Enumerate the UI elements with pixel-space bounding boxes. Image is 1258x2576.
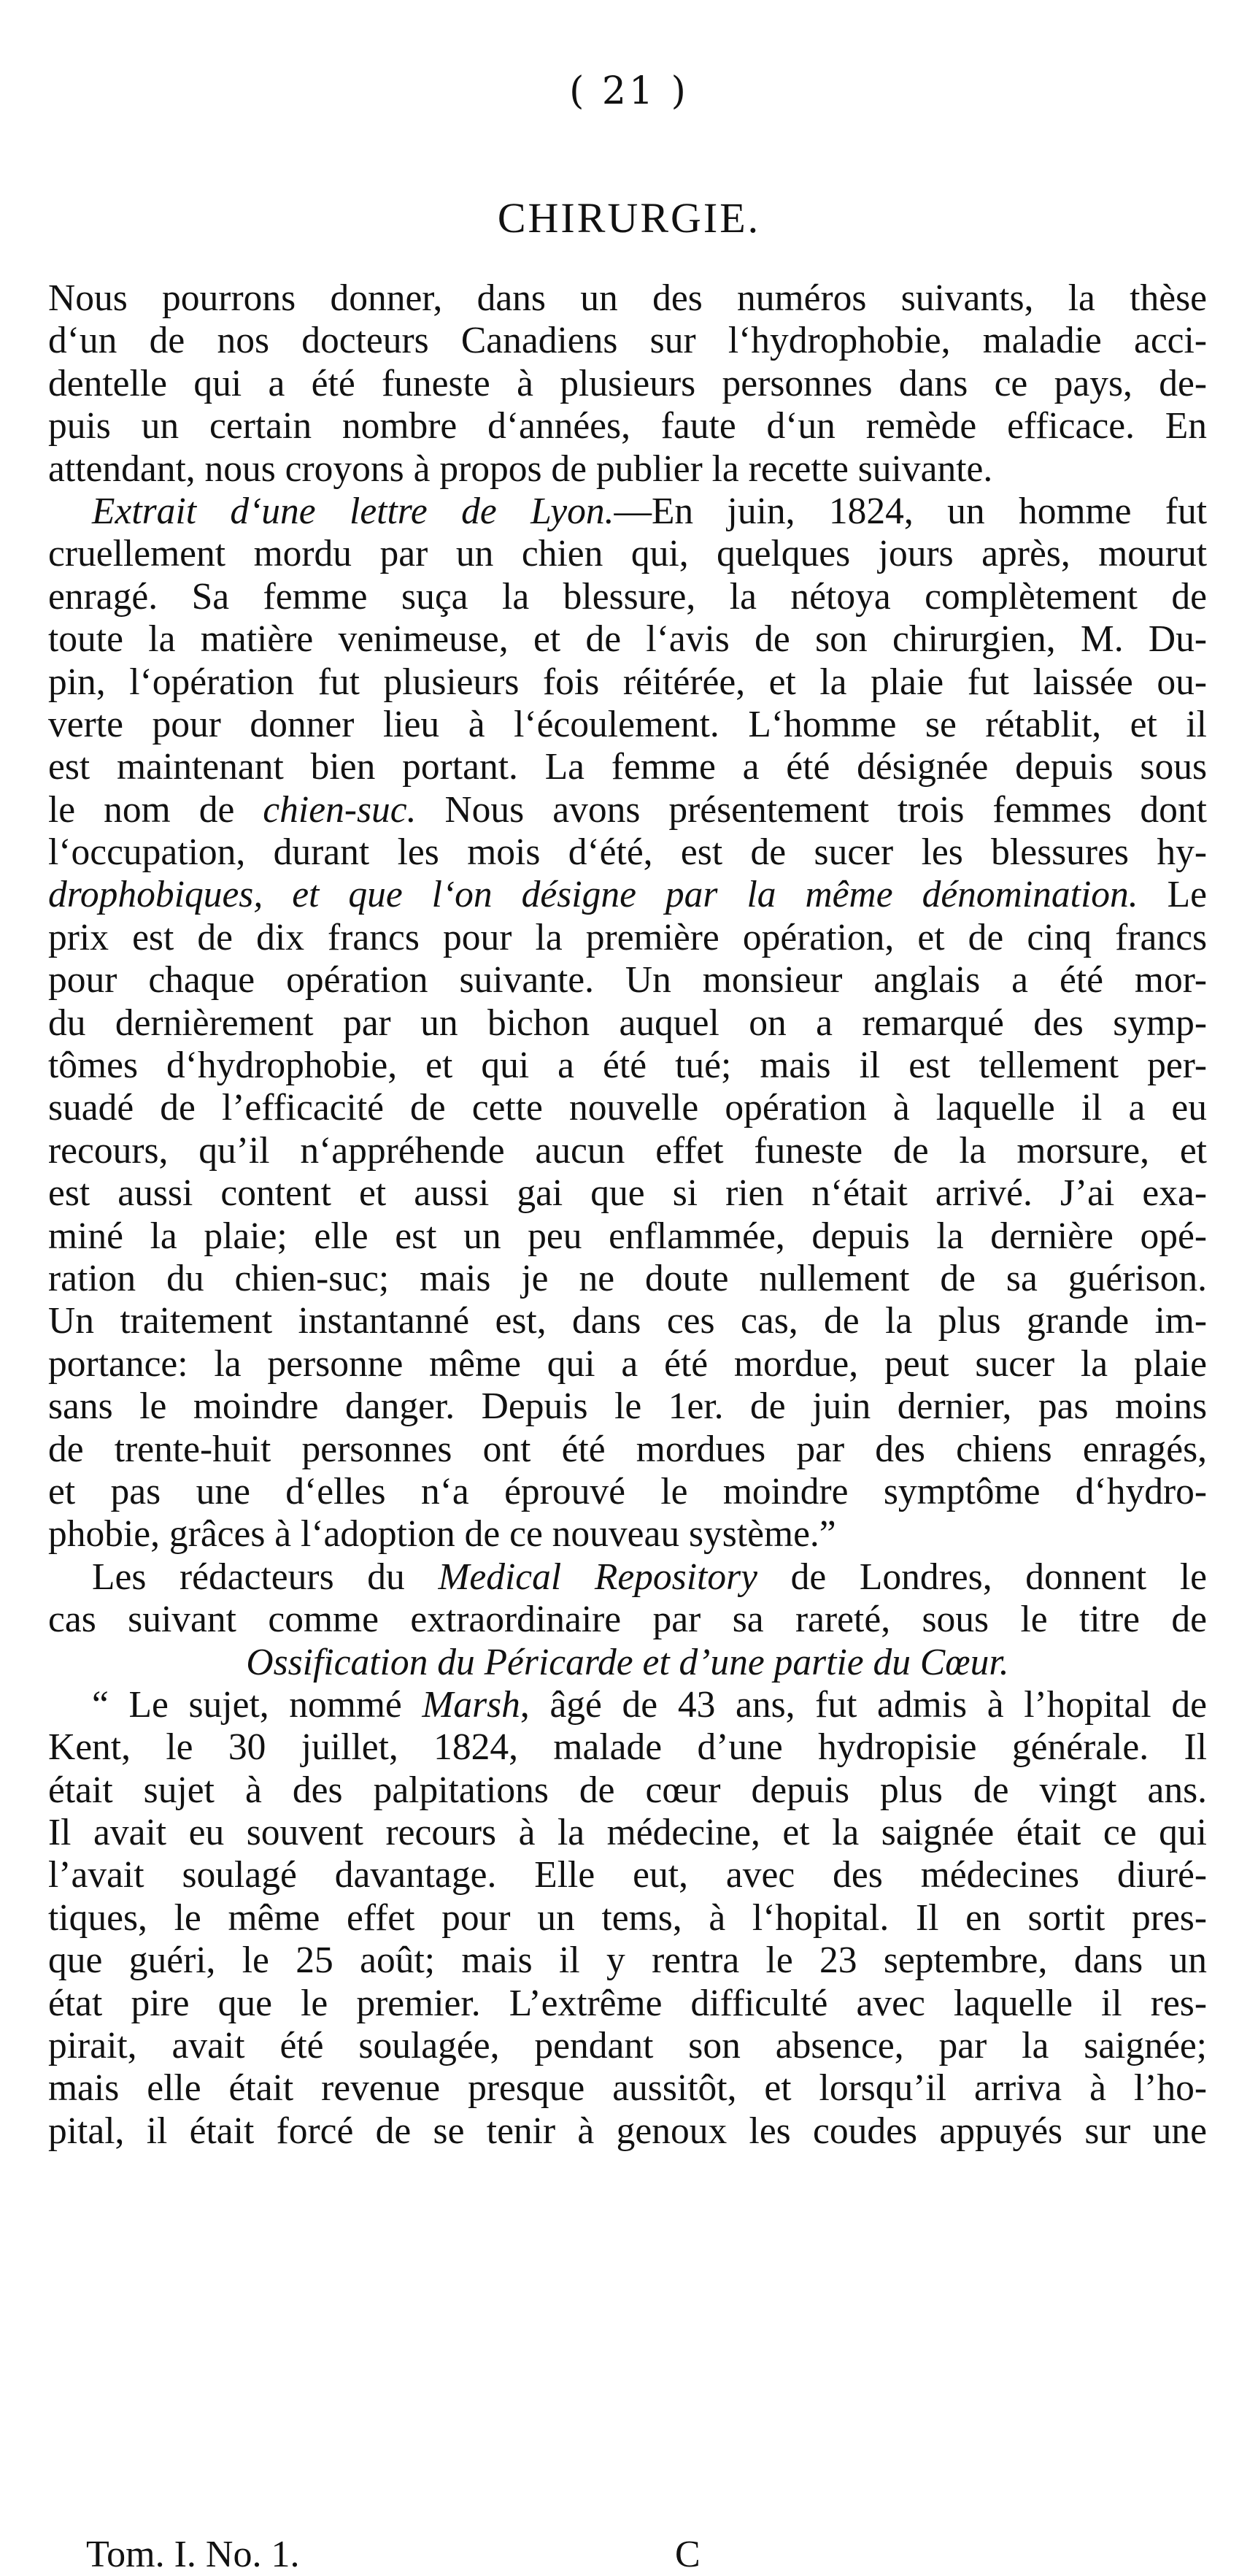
text-segment: prix est de dix francs pour la première opération, et de cinq francs xyxy=(48,916,1207,958)
italic-text: Extrait d‘une lettre de Lyon. xyxy=(92,490,614,532)
text-line xyxy=(48,1215,1207,1258)
text-line xyxy=(48,746,1207,788)
text-segment: Le xyxy=(1138,874,1207,916)
text-segment: que guéri, le 25 août; mais il y rentra le 23 septembre, dans un xyxy=(48,1939,1207,1982)
text-line xyxy=(48,533,1207,575)
text-segment: “ Le sujet, nommé xyxy=(92,1683,422,1726)
text-segment: ration du chien-suc; mais je ne doute nullement de sa guérison. xyxy=(48,1257,1207,1299)
text-segment: cruellement mordu par un chien qui, quelques jours après, mourut xyxy=(48,533,1207,575)
text-segment: mais elle était revenue presque aussitôt, et lorsqu’il arriva à l’ho- xyxy=(48,2067,1207,2110)
text-line xyxy=(48,405,1207,447)
text-line xyxy=(48,917,1207,959)
text-segment: sans le moindre danger. Depuis le 1er. de juin dernier, pas moins xyxy=(48,1385,1207,1428)
text-segment: Nous pourrons donner, dans un des numéros suivants, la thèse xyxy=(48,277,1207,319)
text-line xyxy=(48,1471,1207,1513)
text-line xyxy=(48,1172,1207,1215)
text-line xyxy=(48,277,1207,320)
text-line xyxy=(48,1130,1207,1172)
text-line xyxy=(48,491,1207,533)
text-segment: état pire que le premier. L’extrême difficulté avec laquelle il res- xyxy=(48,1982,1207,2024)
text-segment: pital, il était forcé de se tenir à genoux les coudes appuyés sur une xyxy=(48,2110,1207,2152)
text-line xyxy=(48,320,1207,362)
text-line xyxy=(48,1556,1207,1599)
text-segment: Nous avons présentement trois femmes dont xyxy=(416,788,1207,831)
text-segment: attendant, nous croyons à propos de publier la recette suivante. xyxy=(48,447,993,490)
text-segment: enragé. Sa femme suça la blessure, la nétoya complètement de xyxy=(48,575,1207,618)
text-segment: pirait, avait été soulagée, pendant son absence, par la saignée; xyxy=(48,2025,1207,2067)
text-line xyxy=(48,1258,1207,1300)
text-line xyxy=(48,1897,1207,1939)
text-segment: puis un certain nombre d‘années, faute d‘un remède efficace. En xyxy=(48,405,1207,447)
text-segment: Il avait eu souvent recours à la médecine, et la saignée était ce qui xyxy=(48,1812,1207,1854)
italic-text: Marsh xyxy=(422,1683,520,1726)
text-line xyxy=(48,1684,1207,1726)
text-line xyxy=(48,576,1207,618)
text-segment: était sujet à des palpitations de cœur depuis plus de vingt ans. xyxy=(48,1769,1207,1811)
text-line xyxy=(48,959,1207,1001)
text-segment: , âgé de 43 ans, fut admis à l’hopital de xyxy=(520,1683,1207,1726)
text-line xyxy=(48,1300,1207,1342)
text-segment: recours, qu’il n‘appréhende aucun effet funeste de la morsure, et xyxy=(48,1129,1207,1172)
text-line xyxy=(48,448,1207,491)
text-segment: verte pour donner lieu à l‘écoulement. L‘homme se rétablit, et il xyxy=(48,703,1207,745)
text-line xyxy=(48,1854,1207,1896)
text-line xyxy=(48,1769,1207,1812)
text-segment: est aussi content et aussi gai que si rien n‘était arrivé. J’ai exa- xyxy=(48,1172,1207,1215)
text-segment: d‘un de nos docteurs Canadiens sur l‘hydrophobie, maladie acci- xyxy=(48,320,1207,362)
text-segment: pour chaque opération suivante. Un monsieur anglais a été mor- xyxy=(48,959,1207,1001)
text-segment: est maintenant bien portant. La femme a été désignée depuis sous xyxy=(48,746,1207,788)
text-line xyxy=(48,363,1207,405)
text-segment: toute la matière venimeuse, et de l‘avis de son chirurgien, M. Du- xyxy=(48,618,1207,661)
text-line xyxy=(48,789,1207,831)
text-line xyxy=(48,2110,1207,2153)
text-segment: Les rédacteurs du xyxy=(92,1556,439,1598)
text-segment: miné la plaie; elle est un peu enflammée, depuis la dernière opé- xyxy=(48,1215,1207,1257)
text-line xyxy=(48,831,1207,874)
text-segment: dentelle qui a été funeste à plusieurs personnes dans ce pays, de- xyxy=(48,362,1207,404)
text-line xyxy=(48,618,1207,661)
text-line xyxy=(48,1726,1207,1769)
page-number: ( 21 ) xyxy=(569,69,689,113)
text-segment: du dernièrement par un bichon auquel on a remarqué des symp- xyxy=(48,1001,1207,1044)
text-line xyxy=(48,704,1207,746)
text-segment: Kent, le 30 juillet, 1824, malade d’une hydropisie générale. Il xyxy=(48,1726,1207,1769)
text-line xyxy=(48,2067,1207,2110)
text-line xyxy=(48,1983,1207,2025)
text-line xyxy=(48,1343,1207,1385)
text-line xyxy=(48,1939,1207,1982)
text-segment: l‘occupation, durant les mois d‘été, est de sucer les blessures hy- xyxy=(48,831,1207,874)
text-segment: tiques, le même effet pour un tems, à l‘hopital. Il en sortit pres- xyxy=(48,1896,1207,1939)
text-segment: suadé de l’efficacité de cette nouvelle opération à laquelle il a eu xyxy=(48,1087,1207,1129)
text-line xyxy=(48,1045,1207,1087)
italic-text: Medical Repository xyxy=(438,1556,757,1598)
text-line xyxy=(48,2025,1207,2067)
text-line xyxy=(48,874,1207,916)
text-segment: portance: la personne même qui a été mordue, peut sucer la plaie xyxy=(48,1342,1207,1385)
signature-mark: C xyxy=(675,2534,701,2575)
text-line xyxy=(48,1385,1207,1428)
text-line xyxy=(48,1513,1207,1556)
text-segment: de Londres, donnent le xyxy=(757,1556,1207,1598)
text-segment: —En juin, 1824, un homme fut xyxy=(614,490,1207,532)
italic-text: chien-suc. xyxy=(263,788,417,831)
text-segment: le nom de xyxy=(48,788,263,831)
body-text xyxy=(48,277,1207,2153)
text-line xyxy=(48,1599,1207,1641)
text-line xyxy=(48,1812,1207,1854)
text-line xyxy=(48,661,1207,704)
text-line xyxy=(48,1087,1207,1129)
text-segment: et pas une d‘elles n‘a éprouvé le moindre symptôme d‘hydro- xyxy=(48,1470,1207,1512)
italic-text: drophobiques, et que l‘on désigne par la même dénomination. xyxy=(48,874,1138,916)
text-segment: de trente-huit personnes ont été mordues par des chiens enragés, xyxy=(48,1428,1207,1470)
text-segment: cas suivant comme extraordinaire par sa rareté, sous le titre de xyxy=(48,1599,1207,1641)
text-segment: tômes d‘hydrophobie, et qui a été tué; mais il est tellement per- xyxy=(48,1045,1207,1087)
section-title: CHIRURGIE. xyxy=(497,194,761,242)
italic-text: Ossification du Péricarde et d’une partie du Cœur. xyxy=(246,1641,1009,1683)
text-line xyxy=(48,1429,1207,1471)
volume-number: Tom. I. No. 1. xyxy=(86,2534,300,2575)
text-segment: l’avait soulagé davantage. Elle eut, avec des médecines diuré- xyxy=(48,1854,1207,1896)
text-segment: Un traitement instantanné est, dans ces cas, de la plus grande im- xyxy=(48,1300,1207,1342)
text-segment: pin, l‘opération fut plusieurs fois réitérée, et la plaie fut laissée ou- xyxy=(48,661,1207,703)
text-segment: phobie, grâces à l‘adoption de ce nouveau système.” xyxy=(48,1513,836,1556)
text-line xyxy=(48,1642,1207,1684)
text-line xyxy=(48,1002,1207,1045)
